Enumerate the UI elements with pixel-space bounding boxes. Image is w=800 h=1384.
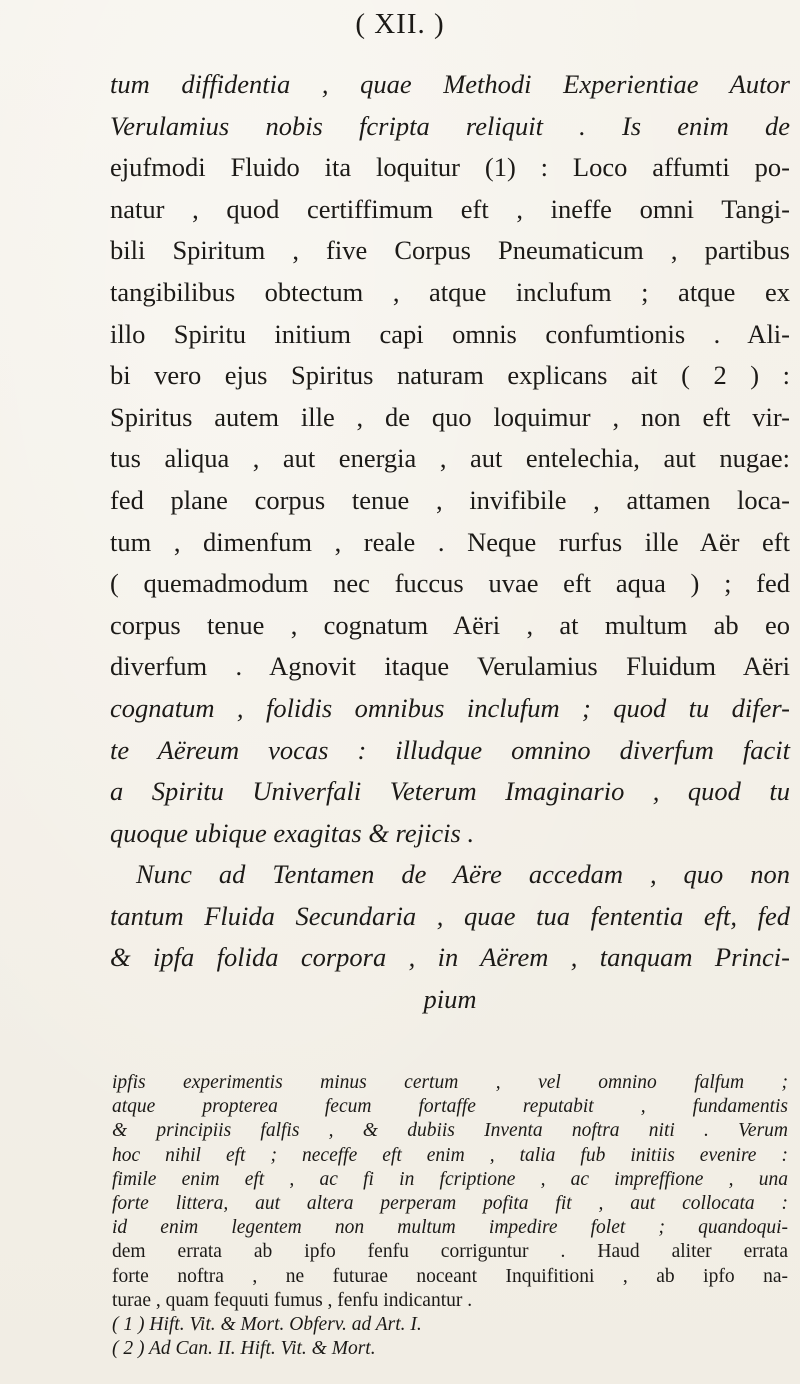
text-line: corpus tenue , cognatum Aëri , at multum ab eo — [110, 609, 790, 640]
text-line: quoque ubique exagitas & rejicis . — [110, 817, 475, 848]
footnotes — [112, 1071, 788, 1361]
footnote-line: hoc nihil eft ; neceffe eft enim , talia fub initiis evenire : — [112, 1144, 788, 1166]
footnote-line: turae , quam fequuti fumus , fenfu indicantur . — [112, 1289, 473, 1311]
text-line: natur , quod certiffimum eft , ineffe omni Tangi- — [110, 193, 790, 224]
text-line: bi vero ejus Spiritus naturam explicans ait ( 2 ) : — [110, 360, 790, 391]
page-number: ( XII. ) — [355, 8, 445, 40]
footnote-reference: ( 1 ) Hift. Vit. & Mort. Obferv. ad Art. I. — [112, 1314, 422, 1336]
main-text — [110, 64, 790, 1021]
text-line: Nunc ad Tentamen de Aëre accedam , quo non — [136, 859, 790, 890]
text-line: Verulamius nobis fcripta reliquit . Is enim de — [110, 110, 790, 141]
text-line: a Spiritu Univerfali Veterum Imaginario , quod tu — [110, 776, 790, 807]
text-line: tum , dimenfum , reale . Neque rurfus ille Aër eft — [110, 526, 790, 557]
footnote-line: forte littera, aut altera perperam pofita fit , aut collocata : — [112, 1193, 788, 1215]
footnote-line: & principiis falfis , & dubiis Inventa noftra niti . Verum — [112, 1120, 788, 1142]
text-line: te Aëreum vocas : illudque omnino diverfum facit — [110, 734, 790, 765]
footnote-line: atque propterea fecum fortaffe reputabit , fundamentis — [112, 1096, 788, 1118]
catchword: pium — [423, 984, 477, 1015]
text-line: & ipfa folida corpora , in Aërem , tanquam Princi- — [110, 942, 790, 973]
footnote-line: forte noftra , ne futurae noceant Inquifitioni , ab ipfo na- — [112, 1265, 788, 1287]
text-line: illo Spiritu initium capi omnis confumtionis . Ali- — [110, 318, 790, 349]
text-line: tum diffidentia , quae Methodi Experientiae Autor — [110, 69, 790, 99]
text-line: bili Spiritum , five Corpus Pneumaticum , partibus — [110, 235, 790, 266]
text-line: fed plane corpus tenue , invifibile , attamen loca- — [110, 484, 790, 515]
footnote-line: fimile enim eft , ac fi in fcriptione , ac impreffione , una — [112, 1168, 788, 1190]
text-line: tantum Fluida Secundaria , quae tua fententia eft, fed — [110, 900, 790, 931]
text-line: diverfum . Agnovit itaque Verulamius Fluidum Aëri — [110, 651, 790, 682]
footnote-line: id enim legentem non multum impedire folet ; quandoqui- — [112, 1217, 788, 1239]
footnote-line: dem errata ab ipfo fenfu corriguntur . Haud aliter errata — [112, 1241, 788, 1263]
footnote-reference: ( 2 ) Ad Can. II. Hift. Vit. & Mort. — [112, 1338, 376, 1360]
text-line: Spiritus autem ille , de quo loquimur , non eft vir- — [110, 401, 790, 432]
text-line: tus aliqua , aut energia , aut entelechia, aut nugae: — [110, 443, 790, 474]
text-line: tangibilibus obtectum , atque inclufum ; atque ex — [110, 276, 790, 307]
footnote-line: ipfis experimentis minus certum , vel omnino falfum ; — [112, 1072, 788, 1093]
text-line: ejufmodi Fluido ita loquitur (1) : Loco affumti po- — [110, 152, 790, 183]
text-line: ( quemadmodum nec fuccus uvae eft aqua ) ; fed — [110, 568, 790, 599]
text-line: cognatum , folidis omnibus inclufum ; quod tu difer- — [110, 692, 790, 723]
